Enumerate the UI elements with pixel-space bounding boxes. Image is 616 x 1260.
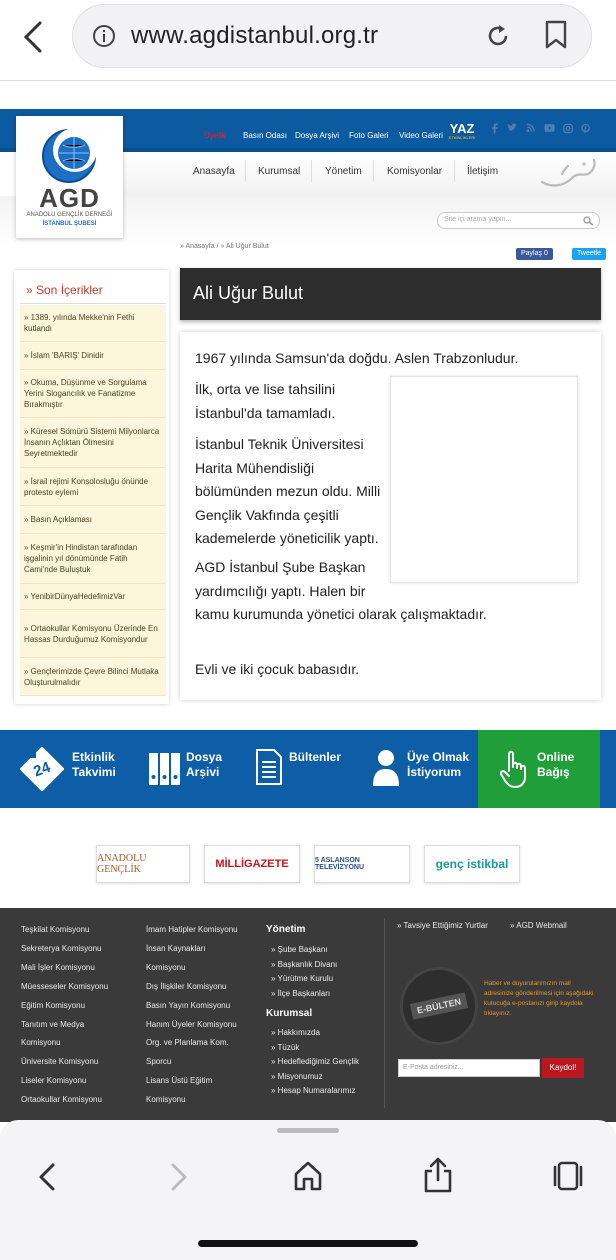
info-icon[interactable] <box>92 24 116 48</box>
nav-separator <box>454 160 455 182</box>
logo-text: AGD <box>39 183 100 213</box>
article-line: İstanbul'da tamamladı. <box>195 404 336 421</box>
email-input[interactable]: E-Posta adresiniz... <box>398 1059 540 1077</box>
footer-link[interactable]: » Tüzük <box>271 1042 300 1052</box>
sidebar-item[interactable]: » Gençlerimizde Çevre Bilinci Mutlaka Oluşturulmalıdır <box>20 658 166 696</box>
become-member-button[interactable] <box>372 745 476 795</box>
label-line: Dosya <box>186 750 223 764</box>
footer-link[interactable]: Org. ve Planlama Kom. <box>146 1038 229 1048</box>
file-archive-label <box>186 750 222 780</box>
article-line: İstanbul Teknik Üniversitesi <box>195 436 364 452</box>
partner-aslanson-tv[interactable]: 5 ASLANSON TELEVİZYONU <box>314 845 410 883</box>
become-member-label <box>407 750 469 780</box>
article-paragraph <box>195 433 380 551</box>
nav-separator <box>311 160 312 182</box>
nav-yonetim[interactable]: Yönetim <box>325 166 362 177</box>
yaz-badge[interactable] <box>446 122 478 142</box>
sidebar-item[interactable]: » Ortaokullar Komisyonu Üzerinde En Hassas Durduğumuz Komisyondur <box>20 610 166 658</box>
e-bulten-label: E-BÜLTEN <box>410 992 468 1019</box>
label-line: Bültenler <box>289 750 342 764</box>
back-icon[interactable] <box>22 20 44 54</box>
rss-icon[interactable] <box>526 123 535 133</box>
footer-link[interactable]: Komisyonu <box>146 962 186 972</box>
footer-link[interactable]: İnsan Kaynakları <box>146 943 206 953</box>
article-line: yardımcılığı yaptı. Halen bir <box>195 582 366 599</box>
footer-link[interactable]: » Hakkımızda <box>271 1028 320 1037</box>
social-icons <box>490 120 590 136</box>
forward-arrow-icon <box>168 1162 190 1192</box>
sidebar-item[interactable]: » İsrail rejimi Konsolosluğu önünde protesto eylemi <box>20 468 166 506</box>
footer-link[interactable]: Hanım Üyeler Komisyonu <box>146 1019 237 1029</box>
sidebar-item[interactable]: » Küresel Sömürü Sistemi Milyonlarca İnsanın Açlıktan Ölmesini Seyretmektedir <box>20 418 166 468</box>
footer-link[interactable]: Lisans Üstü Eğitim <box>146 1076 213 1086</box>
calligraphy-ornament <box>538 152 600 192</box>
footer-link[interactable]: Basın Yayın Komisyonu <box>146 1000 231 1010</box>
newsletter-text: Haber ve duyurularımızın mail adresinize gönderilmesi için aşağıdaki kutucuğa e-postanızı girip kaydola tıklayınız. <box>484 980 594 1017</box>
footer-link-webmail[interactable]: » AGD Webmail <box>510 921 567 930</box>
footer-divider <box>384 918 385 1108</box>
footer-link[interactable]: Sporcu <box>146 1057 172 1067</box>
article-line: kamu kurumunda yönetici olarak çalışmaktadır. <box>195 606 487 622</box>
logo-line2: İSTANBUL ŞUBESİ <box>42 221 97 227</box>
label-line: Üye Olmak <box>407 750 470 764</box>
footer-link[interactable]: Sekreterya Komisyonu <box>21 943 102 953</box>
footer-link[interactable]: Mali İşler Komisyonu <box>21 962 95 972</box>
instagram-icon[interactable] <box>563 123 573 134</box>
breadcrumb[interactable]: » Anasayfa / » Ali Uğur Bulut <box>180 243 269 250</box>
profile-photo-placeholder <box>390 376 578 583</box>
share-icon[interactable] <box>423 1156 453 1194</box>
top-link-basin-odasi[interactable]: Basın Odası <box>243 131 288 140</box>
article-line: Gençlik Vakfında çeşitli <box>195 506 339 523</box>
nav-separator <box>373 160 374 182</box>
footer-link[interactable]: Dış İlişkiler Komisyonu <box>146 981 227 991</box>
nav-kurumsal[interactable]: Kurumsal <box>258 166 301 177</box>
back-arrow-icon[interactable] <box>36 1162 58 1192</box>
top-link-video-galeri[interactable]: Video Galeri <box>399 131 443 140</box>
article-line: Harita Mühendisliği <box>195 459 315 476</box>
pinterest-icon[interactable] <box>581 123 590 134</box>
article-line: AGD İstanbul Şube Başkan <box>195 559 366 575</box>
footer-link[interactable]: Eğitim Komisyonu <box>21 1000 86 1010</box>
tabs-icon[interactable] <box>552 1160 584 1192</box>
footer-heading-kurumsal: Kurumsal <box>266 1008 313 1019</box>
footer-yonetim-list <box>271 943 337 1001</box>
footer-col-commissions-1 <box>21 921 108 1110</box>
sheet-handle[interactable] <box>277 1128 339 1133</box>
partner-genc-istikbal[interactable]: genç istikbal <box>424 845 520 883</box>
footer-link[interactable]: Ortaokullar Komisyonu <box>21 1095 102 1105</box>
facebook-share-button[interactable]: Paylaş 0 <box>516 248 553 260</box>
footer-link[interactable]: Liseler Komisyonu <box>21 1076 87 1086</box>
home-icon[interactable] <box>293 1160 323 1192</box>
search-placeholder: Site içi arama yapın... <box>444 216 512 223</box>
nav-iletisim[interactable]: İletişim <box>467 166 499 177</box>
footer-link[interactable]: Müesseseler Komisyonu <box>21 981 109 991</box>
article-line: bölümünden mezun oldu. Milli <box>195 483 381 499</box>
footer-kurumsal-list <box>271 1026 359 1099</box>
nav-separator <box>245 160 246 182</box>
search-icon[interactable] <box>583 216 594 226</box>
article-line: İlk, orta ve lise tahsilini <box>195 381 336 397</box>
bulletins-button[interactable] <box>256 745 356 795</box>
reload-icon[interactable] <box>484 22 512 50</box>
footer-link[interactable]: Teşkilat Komisyonu <box>21 925 90 934</box>
sidebar-item[interactable]: » YenibirDünyaHedefimizVar <box>20 584 166 610</box>
footer-link[interactable]: » İlçe Başkanları <box>271 988 331 998</box>
top-link-foto-galeri[interactable]: Foto Galeri <box>349 131 389 140</box>
bulletins-label <box>289 750 341 765</box>
bookmark-icon[interactable] <box>544 20 568 50</box>
nav-komisyonlar[interactable]: Komisyonlar <box>387 166 443 177</box>
partner-anadolu-genclik[interactable]: ANADOLU GENÇLİK <box>96 845 190 883</box>
document-icon <box>256 749 282 785</box>
footer-link[interactable]: Tanıtım ve Medya <box>21 1019 85 1029</box>
sidebar-item[interactable]: » Okuma, Düşünme ve Sorgulama Yerini Slogancılık ve Fanatizme Bırakmıştır <box>20 370 166 418</box>
donation-content <box>500 745 600 795</box>
event-calendar-button[interactable] <box>20 745 130 795</box>
nav-anasayfa[interactable]: Anasayfa <box>193 166 235 177</box>
footer-heading-yonetim: Yönetim <box>266 924 306 935</box>
partner-milli-gazete[interactable]: MİLLİGAZETE <box>204 845 300 883</box>
e-bulten-stamp <box>400 967 478 1045</box>
divider <box>0 80 616 81</box>
footer-link[interactable]: Komisyonu <box>146 1095 186 1105</box>
sidebar-item[interactable]: » 1389. yılında Mekke'nin Fethi kutlandı <box>20 305 166 342</box>
footer-link[interactable]: Üniversite Komisyonu <box>21 1057 99 1067</box>
article-paragraph: 1967 yılında Samsun'da doğdu. Aslen Trabzonludur. <box>195 350 519 366</box>
article-paragraph: Evli ve iki çocuk babasıdır. <box>195 661 360 677</box>
article-title: Ali Uğur Bulut <box>193 283 304 303</box>
youtube-icon[interactable] <box>544 123 555 133</box>
calendar-badge: 24 <box>31 758 53 781</box>
user-icon <box>372 749 400 787</box>
sidebar-item[interactable]: » Keşmir'in Hindistan tarafından işgalinin yıl dönümünde Fatih Cami'nde Buluştuk <box>20 534 166 584</box>
file-archive-button[interactable] <box>148 745 248 795</box>
logo-line1: ANADOLU GENÇLİK DERNEĞİ <box>26 212 113 218</box>
home-indicator <box>198 1240 418 1247</box>
footer-col-commissions-2 <box>146 921 238 1110</box>
event-calendar-label <box>72 750 116 780</box>
url-text[interactable]: www.agdistanbul.org.tr <box>131 22 379 49</box>
globe-logo-icon <box>41 128 97 184</box>
label-line: Etkinlik <box>72 750 115 764</box>
article-paragraph <box>195 378 335 425</box>
label-line: Online <box>537 750 575 764</box>
facebook-icon[interactable] <box>490 122 499 134</box>
footer-link[interactable]: İmam Hatipler Komisyonu <box>146 925 238 934</box>
article-paragraph <box>195 556 487 627</box>
article-line: kademelerde yöneticilik yaptı. <box>195 530 379 546</box>
search-input[interactable] <box>437 212 600 229</box>
yaz-label: YAZ <box>449 121 475 136</box>
recent-content-title: » Son İçerikler <box>26 283 103 297</box>
sidebar-item[interactable]: » İslam 'BARIŞ' Dinidir <box>20 342 166 370</box>
footer-link[interactable]: » Hesap Numaralarımız <box>271 1086 356 1095</box>
top-link-uyelik[interactable]: Üyelik <box>204 131 226 140</box>
label-line: İstiyorum <box>407 765 462 779</box>
agd-logo[interactable] <box>16 116 123 238</box>
footer-link[interactable]: » Şube Başkanı <box>271 945 328 954</box>
label-line: Takvimi <box>72 765 116 779</box>
hand-pointer-icon <box>500 749 530 789</box>
tweet-button[interactable]: Tweetle <box>572 248 606 260</box>
sidebar-divider <box>20 303 166 304</box>
yaz-sub: ETKİNLİKLERİ <box>448 135 476 140</box>
label-line: Bağış <box>537 765 570 779</box>
footer-link[interactable]: Komisyonu <box>21 1038 61 1048</box>
footer-link-yurtlar[interactable]: » Tavsiye Ettiğimiz Yurtlar <box>397 921 488 930</box>
label-line: Arşivi <box>186 765 220 779</box>
binders-icon <box>148 749 182 787</box>
subscribe-button[interactable]: Kaydol! <box>542 1058 584 1078</box>
footer-link[interactable]: » Hedeflediğimiz Gençlik <box>271 1057 360 1066</box>
footer-link[interactable]: » Başkanlık Divanı <box>271 959 338 969</box>
sidebar-item[interactable]: » Basın Açıklaması <box>20 506 166 534</box>
top-link-dosya-arsivi[interactable]: Dosya Arşivi <box>295 131 340 140</box>
twitter-icon[interactable] <box>507 122 518 134</box>
donation-label <box>537 750 574 780</box>
footer-link[interactable]: » Yürütme Kurulu <box>271 974 334 983</box>
footer-link[interactable]: » Misyonumuz <box>271 1071 323 1081</box>
